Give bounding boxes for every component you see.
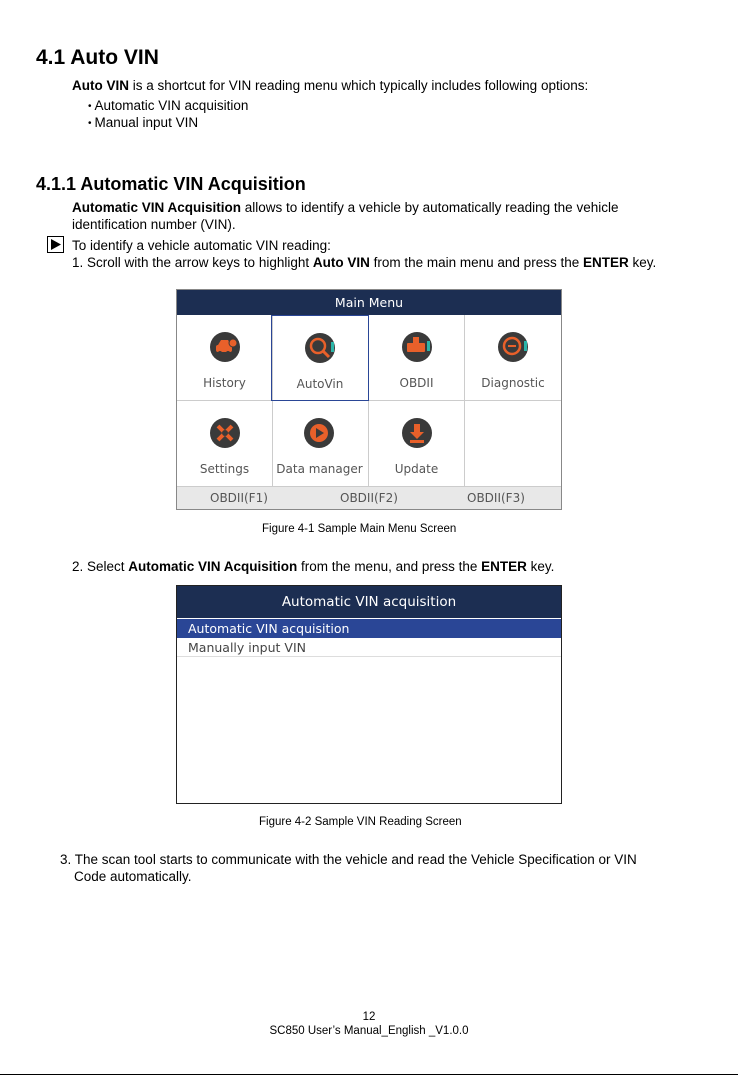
menu-label: Settings bbox=[199, 462, 250, 476]
subsection-title: 4.1.1 Automatic VIN Acquisition bbox=[36, 174, 306, 194]
main-menu-screen bbox=[176, 289, 562, 510]
main-menu-header: Main Menu bbox=[177, 290, 561, 315]
step-3-line-2: Code automatically. bbox=[74, 869, 192, 884]
history-car-icon bbox=[209, 331, 241, 363]
intro-bold: Auto VIN bbox=[72, 78, 129, 93]
menu-item-autovin[interactable] bbox=[271, 315, 369, 401]
update-download-icon bbox=[401, 417, 433, 449]
step-1-text-end: key. bbox=[628, 255, 657, 270]
settings-tools-icon bbox=[209, 417, 241, 449]
step-2-text-end: key. bbox=[526, 559, 555, 574]
step-2-text-mid: from the menu, and press the bbox=[297, 559, 482, 574]
f2-key-label[interactable]: OBDII(F2) bbox=[340, 491, 398, 505]
step-1-text-mid: from the main menu and press the bbox=[369, 255, 583, 270]
menu-item-diagnostic[interactable] bbox=[465, 315, 561, 401]
page-number: 12 bbox=[362, 1011, 376, 1023]
menu-item-obdii[interactable] bbox=[369, 315, 465, 401]
menu-item-history[interactable] bbox=[177, 315, 273, 401]
intro-paragraph bbox=[72, 77, 588, 94]
description-text: allows to identify a vehicle by automatically reading the vehicle bbox=[241, 200, 619, 215]
intro-text: is a shortcut for VIN reading menu which typically includes following options: bbox=[129, 78, 589, 93]
diagnostic-icon bbox=[497, 331, 529, 363]
vin-option-manual[interactable]: Manually input VIN bbox=[177, 638, 561, 657]
step-1-text: 1. Scroll with the arrow keys to highlight bbox=[72, 255, 313, 270]
step-1-bold-autovin: Auto VIN bbox=[312, 255, 370, 270]
menu-label: Data manager bbox=[276, 462, 363, 476]
menu-item-settings[interactable] bbox=[177, 401, 273, 487]
document-footer: SC850 User’s Manual_English _V1.0.0 bbox=[269, 1025, 469, 1037]
f3-key-label[interactable]: OBDII(F3) bbox=[467, 491, 525, 505]
menu-label: History bbox=[203, 376, 246, 390]
figure-1-caption: Figure 4-1 Sample Main Menu Screen bbox=[262, 523, 457, 535]
step-1-bold-enter: ENTER bbox=[582, 255, 629, 270]
data-manager-play-icon bbox=[303, 417, 335, 449]
description-bold: Automatic VIN Acquisition bbox=[72, 200, 242, 215]
obdii-icon bbox=[401, 331, 433, 363]
step-3-line-1: 3. The scan tool starts to communicate with the vehicle and read the Vehicle Specification or VIN bbox=[60, 852, 637, 867]
step-2-text: 2. Select bbox=[72, 559, 129, 574]
function-key-bar bbox=[177, 487, 561, 509]
f1-key-label[interactable]: OBDII(F1) bbox=[210, 491, 268, 505]
step-1 bbox=[72, 254, 656, 271]
step-2-bold-enter: ENTER bbox=[481, 559, 527, 574]
menu-label: Update bbox=[394, 462, 439, 476]
section-title: 4.1 Auto VIN bbox=[36, 46, 159, 69]
menu-item-data-manager[interactable] bbox=[271, 401, 369, 487]
menu-label: AutoVin bbox=[296, 377, 344, 391]
procedure-intro: To identify a vehicle automatic VIN reading: bbox=[72, 238, 331, 253]
step-2-bold-menu: Automatic VIN Acquisition bbox=[128, 559, 298, 574]
page-bottom-rule bbox=[0, 1074, 738, 1075]
menu-item-update[interactable] bbox=[369, 401, 465, 487]
vin-screen-header: Automatic VIN acquisition bbox=[177, 586, 561, 618]
vin-option-automatic[interactable]: Automatic VIN acquisition bbox=[177, 619, 561, 638]
subsection-description bbox=[72, 199, 618, 216]
bullet-item: • Manual input VIN bbox=[88, 114, 198, 133]
procedure-arrow-icon bbox=[47, 236, 64, 253]
menu-label: Diagnostic bbox=[481, 376, 545, 390]
description-line-2: identification number (VIN). bbox=[72, 217, 236, 232]
step-2 bbox=[72, 558, 554, 575]
bullet-item: • Automatic VIN acquisition bbox=[88, 97, 248, 116]
vin-acquisition-screen bbox=[176, 585, 562, 804]
figure-2-caption: Figure 4-2 Sample VIN Reading Screen bbox=[259, 816, 462, 828]
menu-label: OBDII bbox=[399, 376, 434, 390]
autovin-icon bbox=[304, 332, 336, 364]
menu-item-empty bbox=[465, 401, 561, 487]
